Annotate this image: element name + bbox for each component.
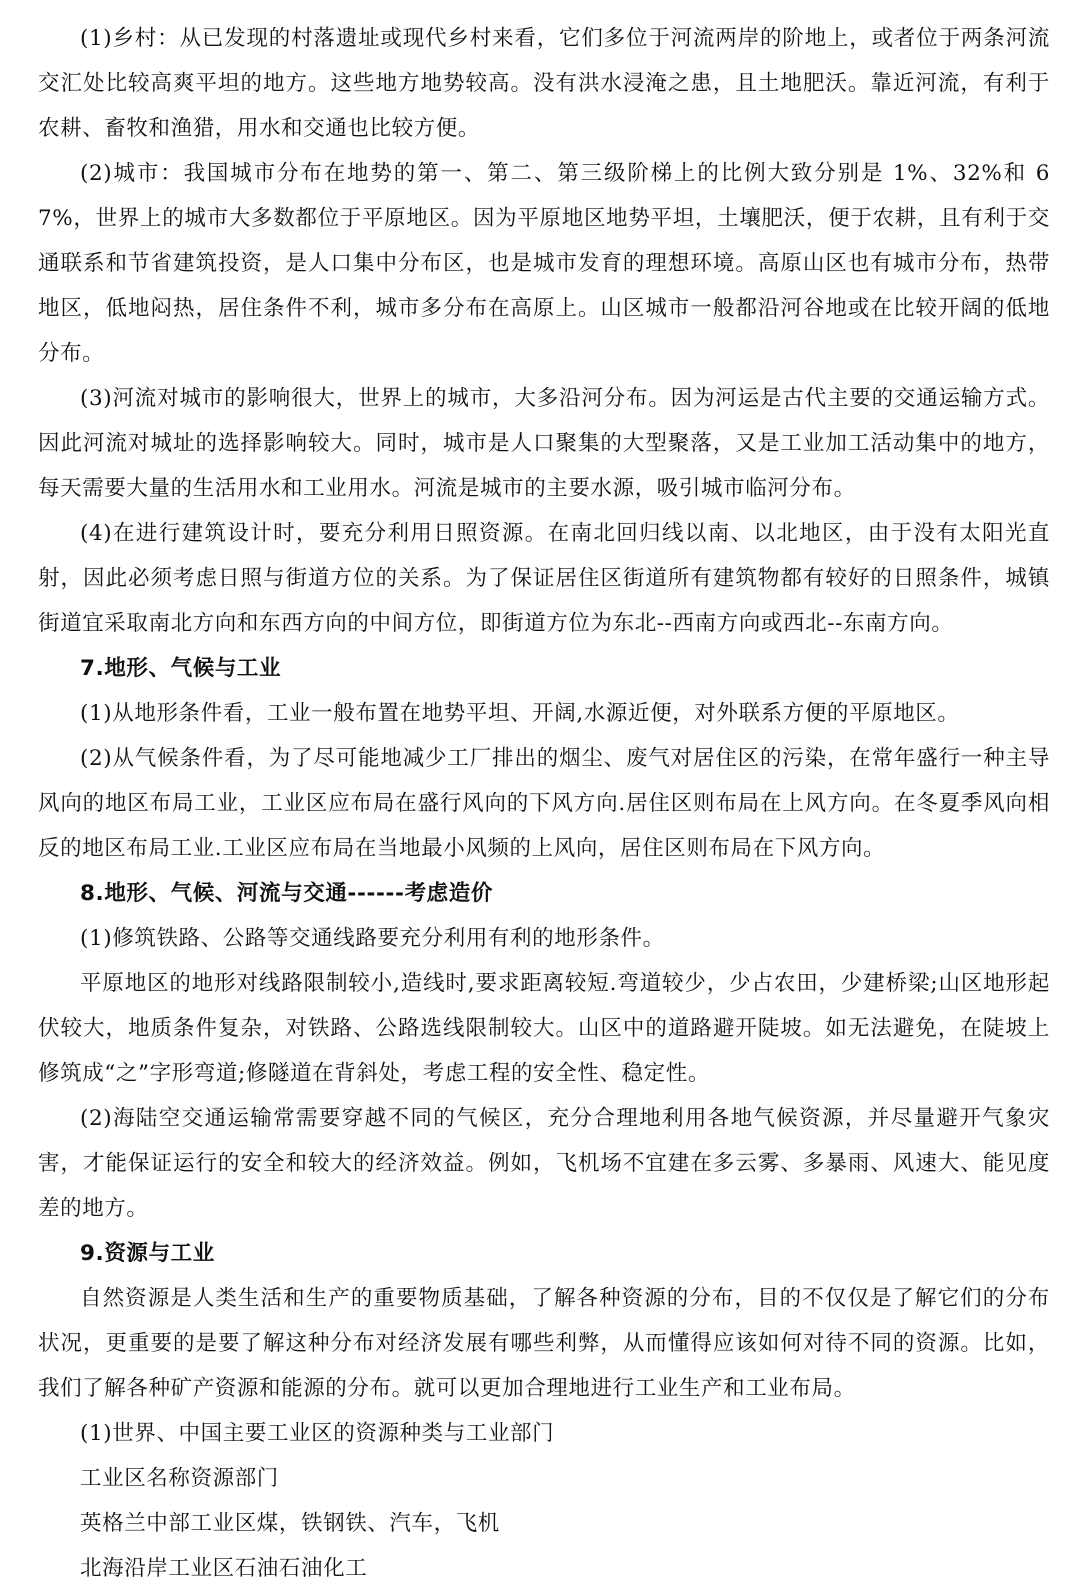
paragraph-city: (2)城市：我国城市分布在地势的第一、第二、第三级阶梯上的比例大致分别是 1%、32%和 67%，世界上的城市大多数都位于平原地区。因为平原地区地势平坦，土壤肥沃，便于农耕，且有利于交通联系和节省建筑投资，是人口集中分布区，也是城市发育的理想环境。高原山区也有城市分布，热带地区，低地闷热，居住条件不利，城市多分布在高原上。山区城市一般都沿河谷地或在比较开阔的低地分布。 bbox=[38, 161, 1050, 366]
paragraph-transport-terrain: (1)修筑铁路、公路等交通线路要充分利用有利的地形条件。 bbox=[80, 926, 665, 951]
paragraph-industrial-regions-intro: (1)世界、中国主要工业区的资源种类与工业部门 bbox=[80, 1421, 555, 1446]
table-row-england: 英格兰中部工业区煤，铁钢铁、汽车，飞机 bbox=[80, 1511, 500, 1536]
paragraph-sunlight-design: (4)在进行建筑设计时，要充分利用日照资源。在南北回归线以南、以北地区，由于没有太阳光直射，因此必须考虑日照与街道方位的关系。为了保证居住区街道所有建筑物都有较好的日照条件，城镇街道宜采取南北方向和东西方向的中间方位，即街道方位为东北--西南方向或西北--东南方向。 bbox=[38, 521, 1050, 636]
paragraph-terrain-industry: (1)从地形条件看，工业一般布置在地势平坦、开阔,水源近便，对外联系方便的平原地区。 bbox=[80, 701, 960, 726]
document-page bbox=[38, 16, 1050, 1591]
heading-resources-industry: 9.资源与工业 bbox=[80, 1241, 215, 1266]
heading-terrain-climate-industry: 7.地形、气候与工业 bbox=[80, 656, 282, 681]
table-header-line: 工业区名称资源部门 bbox=[80, 1466, 279, 1491]
paragraph-climate-transport: (2)海陆空交通运输常需要穿越不同的气候区，充分合理地利用各地气候资源，并尽量避开气象灾害，才能保证运行的安全和较大的经济效益。例如，飞机场不宜建在多云雾、多暴雨、风速大、能见度差的地方。 bbox=[38, 1106, 1050, 1221]
heading-transport-cost: 8.地形、气候、河流与交通------考虑造价 bbox=[80, 881, 493, 906]
paragraph-plain-mountain-routes: 平原地区的地形对线路限制较小,造线时,要求距离较短.弯道较少，少占农田，少建桥梁;山区地形起伏较大，地质条件复杂，对铁路、公路选线限制较大。山区中的道路避开陡坡。如无法避免，在陡坡上修筑成“之”字形弯道;修隧道在背斜处，考虑工程的安全性、稳定性。 bbox=[38, 971, 1050, 1086]
table-row-north-sea: 北海沿岸工业区石油石油化工 bbox=[80, 1556, 368, 1581]
paragraph-natural-resources: 自然资源是人类生活和生产的重要物质基础，了解各种资源的分布，目的不仅仅是了解它们的分布状况，更重要的是要了解这种分布对经济发展有哪些利弊，从而懂得应该如何对待不同的资源。比如，我们了解各种矿产资源和能源的分布。就可以更加合理地进行工业生产和工业布局。 bbox=[38, 1286, 1050, 1401]
paragraph-climate-industry: (2)从气候条件看，为了尽可能地减少工厂排出的烟尘、废气对居住区的污染，在常年盛行一种主导风向的地区布局工业，工业区应布局在盛行风向的下风方向.居住区则布局在上风方向。在冬夏季风向相反的地区布局工业.工业区应布局在当地最小风频的上风向，居住区则布局在下风方向。 bbox=[38, 746, 1050, 861]
paragraph-river-city: (3)河流对城市的影响很大，世界上的城市，大多沿河分布。因为河运是古代主要的交通运输方式。因此河流对城址的选择影响较大。同时，城市是人口聚集的大型聚落，又是工业加工活动集中的地方，每天需要大量的生活用水和工业用水。河流是城市的主要水源，吸引城市临河分布。 bbox=[38, 386, 1050, 501]
paragraph-rural: (1)乡村：从已发现的村落遗址或现代乡村来看，它们多位于河流两岸的阶地上，或者位于两条河流交汇处比较高爽平坦的地方。这些地方地势较高。没有洪水浸淹之患，且土地肥沃。靠近河流，有利于农耕、畜牧和渔猎，用水和交通也比较方便。 bbox=[38, 26, 1050, 141]
